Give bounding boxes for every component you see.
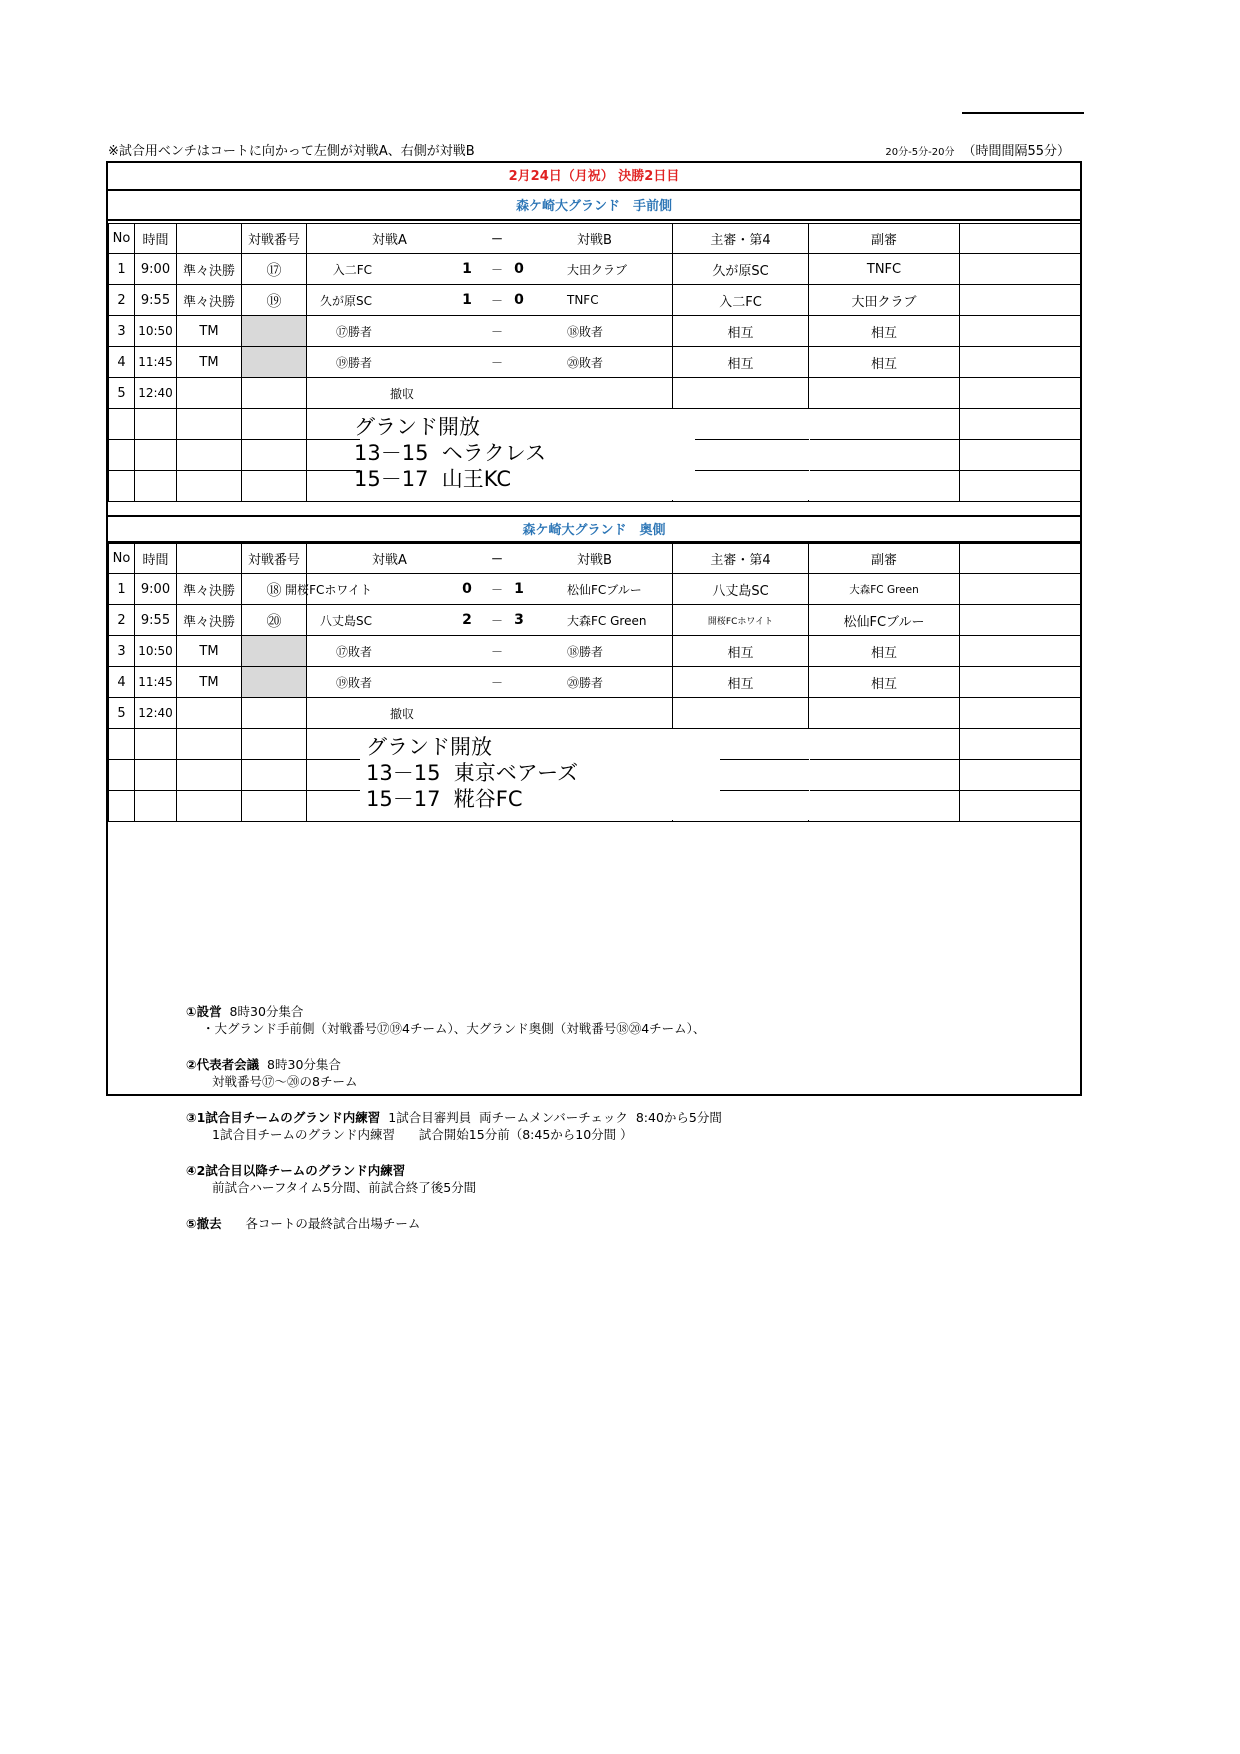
ground-title: 森ケ崎大グランド 手前側 — [108, 193, 1080, 221]
score-b: 0 — [514, 292, 524, 308]
score-b — [509, 667, 529, 697]
score-a: 2 — [462, 612, 472, 628]
row-no: 2 — [109, 605, 135, 636]
row-no: 1 — [109, 254, 135, 285]
blank-cell — [960, 760, 1081, 791]
interval-note — [885, 140, 1070, 159]
row-no: 1 — [109, 574, 135, 605]
score-b: 1 — [514, 581, 524, 597]
open-ground-title: グランド開放 — [354, 415, 480, 439]
blank-cell — [135, 409, 177, 440]
note-line: 1試合目チームのグランド内練習 試合開始15分前（8:45から10分間 ） — [212, 1127, 633, 1142]
blank-cell — [242, 791, 307, 822]
row-time: 9:55 — [135, 605, 177, 636]
row-referee — [673, 698, 809, 729]
team-b: ⑳敗者 — [567, 355, 604, 370]
blank-cell — [177, 760, 242, 791]
col-team-a: 対戦A — [372, 553, 407, 568]
col-team-b: 対戦B — [577, 553, 612, 568]
col-match-no: 対戦番号 — [242, 224, 307, 254]
open-ground-slot2: 15－17 糀谷FC — [366, 787, 523, 811]
note-head: ②代表者会議 — [186, 1057, 260, 1072]
blank-cell — [960, 791, 1081, 822]
score-dash: － — [490, 613, 503, 628]
blank-cell — [177, 409, 242, 440]
team-a: 久が原SC — [320, 293, 372, 308]
row-time: 12:40 — [135, 698, 177, 729]
row-type: 準々決勝 — [177, 285, 242, 316]
note-head-detail: 各コートの最終試合出場チーム — [221, 1216, 421, 1231]
interval-breakdown: 20分-5分-20分 — [885, 147, 955, 158]
blank-cell — [109, 440, 135, 471]
col-match — [307, 544, 673, 574]
team-b: 大森FC Green — [567, 613, 647, 628]
row-match-no: ⑲ — [242, 285, 307, 316]
table-row — [109, 667, 1081, 698]
interval-total: （時間間隔55分） — [962, 144, 1070, 159]
team-a: 八丈島SC — [320, 613, 372, 628]
row-type: TM — [177, 667, 242, 698]
col-dash: － — [490, 232, 503, 246]
col-team-a: 対戦A — [372, 233, 407, 248]
notes — [186, 1003, 722, 1251]
open-ground-text — [366, 734, 578, 812]
row-referee: 久が原SC — [673, 254, 809, 285]
schedule-frame — [106, 161, 1082, 1231]
withdraw-label: 撤収 — [389, 706, 414, 721]
row-time: 11:45 — [135, 347, 177, 378]
blank-cell — [809, 729, 960, 760]
row-extra — [960, 285, 1081, 316]
score-dash: － — [490, 355, 503, 370]
row-divider — [310, 759, 360, 760]
blank-cell — [960, 729, 1081, 760]
row-divider — [720, 790, 809, 791]
row-type: TM — [177, 636, 242, 667]
blank-cell — [135, 471, 177, 502]
row-no: 4 — [109, 667, 135, 698]
row-assistant: TNFC — [809, 254, 960, 285]
row-time: 9:55 — [135, 285, 177, 316]
score-b — [509, 636, 529, 666]
col-time: 時間 — [135, 224, 177, 254]
row-extra — [960, 254, 1081, 285]
row-assistant: 相互 — [809, 316, 960, 347]
open-ground-text — [354, 414, 546, 492]
blank-cell — [809, 440, 960, 471]
row-match — [307, 347, 673, 378]
row-extra — [960, 347, 1081, 378]
note-head-detail: 8時30分集合 — [221, 1004, 304, 1019]
col-extra — [960, 224, 1081, 254]
row-type — [177, 378, 242, 409]
row-assistant: 松仙FCブルー — [809, 605, 960, 636]
blank-cell — [809, 760, 960, 791]
row-match — [307, 636, 673, 667]
row-match-no: ⑳ — [242, 605, 307, 636]
team-a: 入二FC — [332, 262, 372, 277]
date-title: 2月24日（月祝） 決勝2日目 — [108, 163, 1080, 191]
col-assistant: 副審 — [809, 224, 960, 254]
row-time: 10:50 — [135, 316, 177, 347]
table-row — [109, 605, 1081, 636]
blank-cell — [242, 471, 307, 502]
row-match — [307, 254, 673, 285]
row-match-no — [242, 698, 307, 729]
blank-cell — [960, 440, 1081, 471]
open-ground-slot1: 13－15 ヘラクレス — [354, 441, 547, 465]
row-divider — [720, 759, 809, 760]
row-referee: 入二FC — [673, 285, 809, 316]
score-b — [509, 316, 529, 346]
note-item — [186, 1109, 722, 1143]
blank-cell — [960, 409, 1081, 440]
note-head-detail: 8時30分集合 — [259, 1057, 341, 1072]
col-assistant: 副審 — [809, 544, 960, 574]
score-b: 3 — [514, 612, 524, 628]
row-type: 準々決勝 — [177, 605, 242, 636]
row-assistant: 相互 — [809, 636, 960, 667]
team-a: ⑲勝者 — [335, 355, 372, 370]
row-no: 3 — [109, 316, 135, 347]
col-match — [307, 224, 673, 254]
table-row — [109, 254, 1081, 285]
table-row — [109, 698, 1081, 729]
team-b: 大田クラブ — [567, 262, 628, 277]
blank-cell — [809, 471, 960, 502]
row-type: TM — [177, 316, 242, 347]
note-line: ・大グランド手前側（対戦番号⑰⑲4チーム）、大グランド奥側（対戦番号⑱⑳4チーム）、 — [202, 1021, 706, 1036]
blank-cell — [109, 760, 135, 791]
col-type — [177, 224, 242, 254]
row-extra — [960, 316, 1081, 347]
blank-cell — [242, 760, 307, 791]
team-a: ⑰勝者 — [335, 324, 372, 339]
row-referee: 開桜FCホワイト — [673, 605, 809, 636]
blank-cell — [109, 729, 135, 760]
row-time: 9:00 — [135, 254, 177, 285]
table-row — [109, 378, 1081, 409]
row-match — [307, 605, 673, 636]
team-b: ⑳勝者 — [567, 675, 604, 690]
row-match-no: ⑰ — [242, 254, 307, 285]
score-a — [457, 347, 477, 377]
row-extra — [960, 605, 1081, 636]
blank-cell — [135, 760, 177, 791]
row-type: 準々決勝 — [177, 574, 242, 605]
team-b: ⑱敗者 — [567, 324, 604, 339]
row-assistant — [809, 698, 960, 729]
row-referee: 相互 — [673, 667, 809, 698]
row-match — [307, 285, 673, 316]
row-divider — [310, 470, 360, 471]
blank-cell — [109, 471, 135, 502]
col-extra — [960, 544, 1081, 574]
row-assistant — [809, 378, 960, 409]
col-type — [177, 544, 242, 574]
blank-cell — [135, 729, 177, 760]
note-item — [186, 1215, 722, 1232]
col-dash: － — [490, 552, 503, 566]
blank-cell — [177, 440, 242, 471]
open-ground-title: グランド開放 — [366, 735, 492, 759]
col-referee: 主審・第4 — [673, 544, 809, 574]
row-assistant: 相互 — [809, 347, 960, 378]
row-match — [285, 574, 673, 605]
col-referee: 主審・第4 — [673, 224, 809, 254]
table-row — [109, 636, 1081, 667]
note-item — [186, 1056, 722, 1090]
score-a — [457, 316, 477, 346]
score-dash: － — [490, 324, 503, 339]
blank-cell — [177, 471, 242, 502]
row-referee: 相互 — [673, 347, 809, 378]
note-head: ④2試合目以降チームのグランド内練習 — [186, 1163, 406, 1178]
row-no: 3 — [109, 636, 135, 667]
row-referee: 八丈島SC — [673, 574, 809, 605]
blank-cell — [809, 791, 960, 822]
table-row — [109, 316, 1081, 347]
team-b: TNFC — [567, 293, 599, 307]
col-time: 時間 — [135, 544, 177, 574]
row-time: 11:45 — [135, 667, 177, 698]
table-header — [109, 544, 1081, 574]
score-a: 0 — [462, 581, 472, 597]
row-assistant: 相互 — [809, 667, 960, 698]
blank-cell — [242, 409, 307, 440]
row-extra — [960, 667, 1081, 698]
blank-cell — [135, 791, 177, 822]
score-a: 1 — [462, 292, 472, 308]
row-extra — [960, 378, 1081, 409]
row-assistant: 大森FC Green — [809, 574, 960, 605]
row-match — [307, 667, 673, 698]
note-head: ⑤撤去 — [186, 1216, 222, 1231]
row-referee: 相互 — [673, 316, 809, 347]
row-assistant: 大田クラブ — [809, 285, 960, 316]
ground-title: 森ケ崎大グランド 奥側 — [108, 515, 1080, 543]
row-extra — [960, 636, 1081, 667]
blank-cell — [242, 729, 307, 760]
row-referee — [673, 378, 809, 409]
score-dash: － — [490, 293, 503, 308]
score-a — [457, 636, 477, 666]
table-row — [109, 347, 1081, 378]
team-a: ⑲敗者 — [335, 675, 372, 690]
team-b: 松仙FCブルー — [567, 582, 642, 597]
blank-cell — [177, 791, 242, 822]
table-row — [109, 574, 1081, 605]
table-header — [109, 224, 1081, 254]
team-a: ⑰敗者 — [335, 644, 372, 659]
withdraw-label: 撤収 — [389, 386, 414, 401]
col-no: No — [109, 544, 135, 574]
row-time: 9:00 — [135, 574, 177, 605]
bench-note: ※試合用ベンチはコートに向かって左側が対戦A、右側が対戦B — [108, 144, 475, 159]
row-referee: 相互 — [673, 636, 809, 667]
row-no: 4 — [109, 347, 135, 378]
row-type: TM — [177, 347, 242, 378]
row-time: 12:40 — [135, 378, 177, 409]
blank-cell — [809, 409, 960, 440]
score-b: 0 — [514, 261, 524, 277]
row-match — [307, 378, 673, 409]
row-extra — [960, 698, 1081, 729]
score-dash: － — [490, 262, 503, 277]
row-time: 10:50 — [135, 636, 177, 667]
blank-cell — [135, 440, 177, 471]
note-head: ①設営 — [186, 1004, 222, 1019]
blank-cell — [109, 791, 135, 822]
row-match — [307, 698, 673, 729]
row-no: 5 — [109, 378, 135, 409]
row-divider — [310, 439, 360, 440]
row-match — [307, 316, 673, 347]
note-line: 対戦番号⑰～⑳の8チーム — [212, 1074, 358, 1089]
row-match-no — [242, 347, 307, 378]
score-a: 1 — [462, 261, 472, 277]
row-match-no: ⑱ — [242, 574, 307, 605]
row-no: 2 — [109, 285, 135, 316]
blank-cell — [960, 471, 1081, 502]
note-item — [186, 1003, 722, 1037]
score-dash: － — [490, 675, 503, 690]
score-dash: － — [490, 644, 503, 659]
note-line: 前試合ハーフタイム5分間、前試合終了後5分間 — [212, 1180, 477, 1195]
col-team-b: 対戦B — [577, 233, 612, 248]
score-a — [457, 667, 477, 697]
col-match-no: 対戦番号 — [242, 544, 307, 574]
open-ground-slot1: 13－15 東京ベアーズ — [366, 761, 579, 785]
row-type — [177, 698, 242, 729]
row-match-no — [242, 667, 307, 698]
row-match-no — [242, 378, 307, 409]
team-b: ⑱勝者 — [567, 644, 604, 659]
blank-cell — [177, 729, 242, 760]
note-head: ③1試合目チームのグランド内練習 — [186, 1110, 381, 1125]
row-divider — [310, 790, 360, 791]
note-head-detail: 1試合目審判員 両チームメンバーチェック 8:40から5分間 — [380, 1110, 722, 1125]
score-dash: － — [490, 582, 503, 597]
row-type: 準々決勝 — [177, 254, 242, 285]
row-match-no — [242, 316, 307, 347]
row-divider — [695, 439, 809, 440]
note-item — [186, 1162, 722, 1196]
col-no: No — [109, 224, 135, 254]
top-right-rule — [962, 112, 1084, 114]
blank-cell — [109, 409, 135, 440]
row-extra — [960, 574, 1081, 605]
table-row — [109, 285, 1081, 316]
open-ground-slot2: 15－17 山王KC — [354, 467, 512, 491]
row-divider — [695, 470, 809, 471]
score-b — [509, 347, 529, 377]
team-a: 開桜FCホワイト — [285, 582, 372, 597]
row-no: 5 — [109, 698, 135, 729]
row-match-no — [242, 636, 307, 667]
blank-cell — [242, 440, 307, 471]
